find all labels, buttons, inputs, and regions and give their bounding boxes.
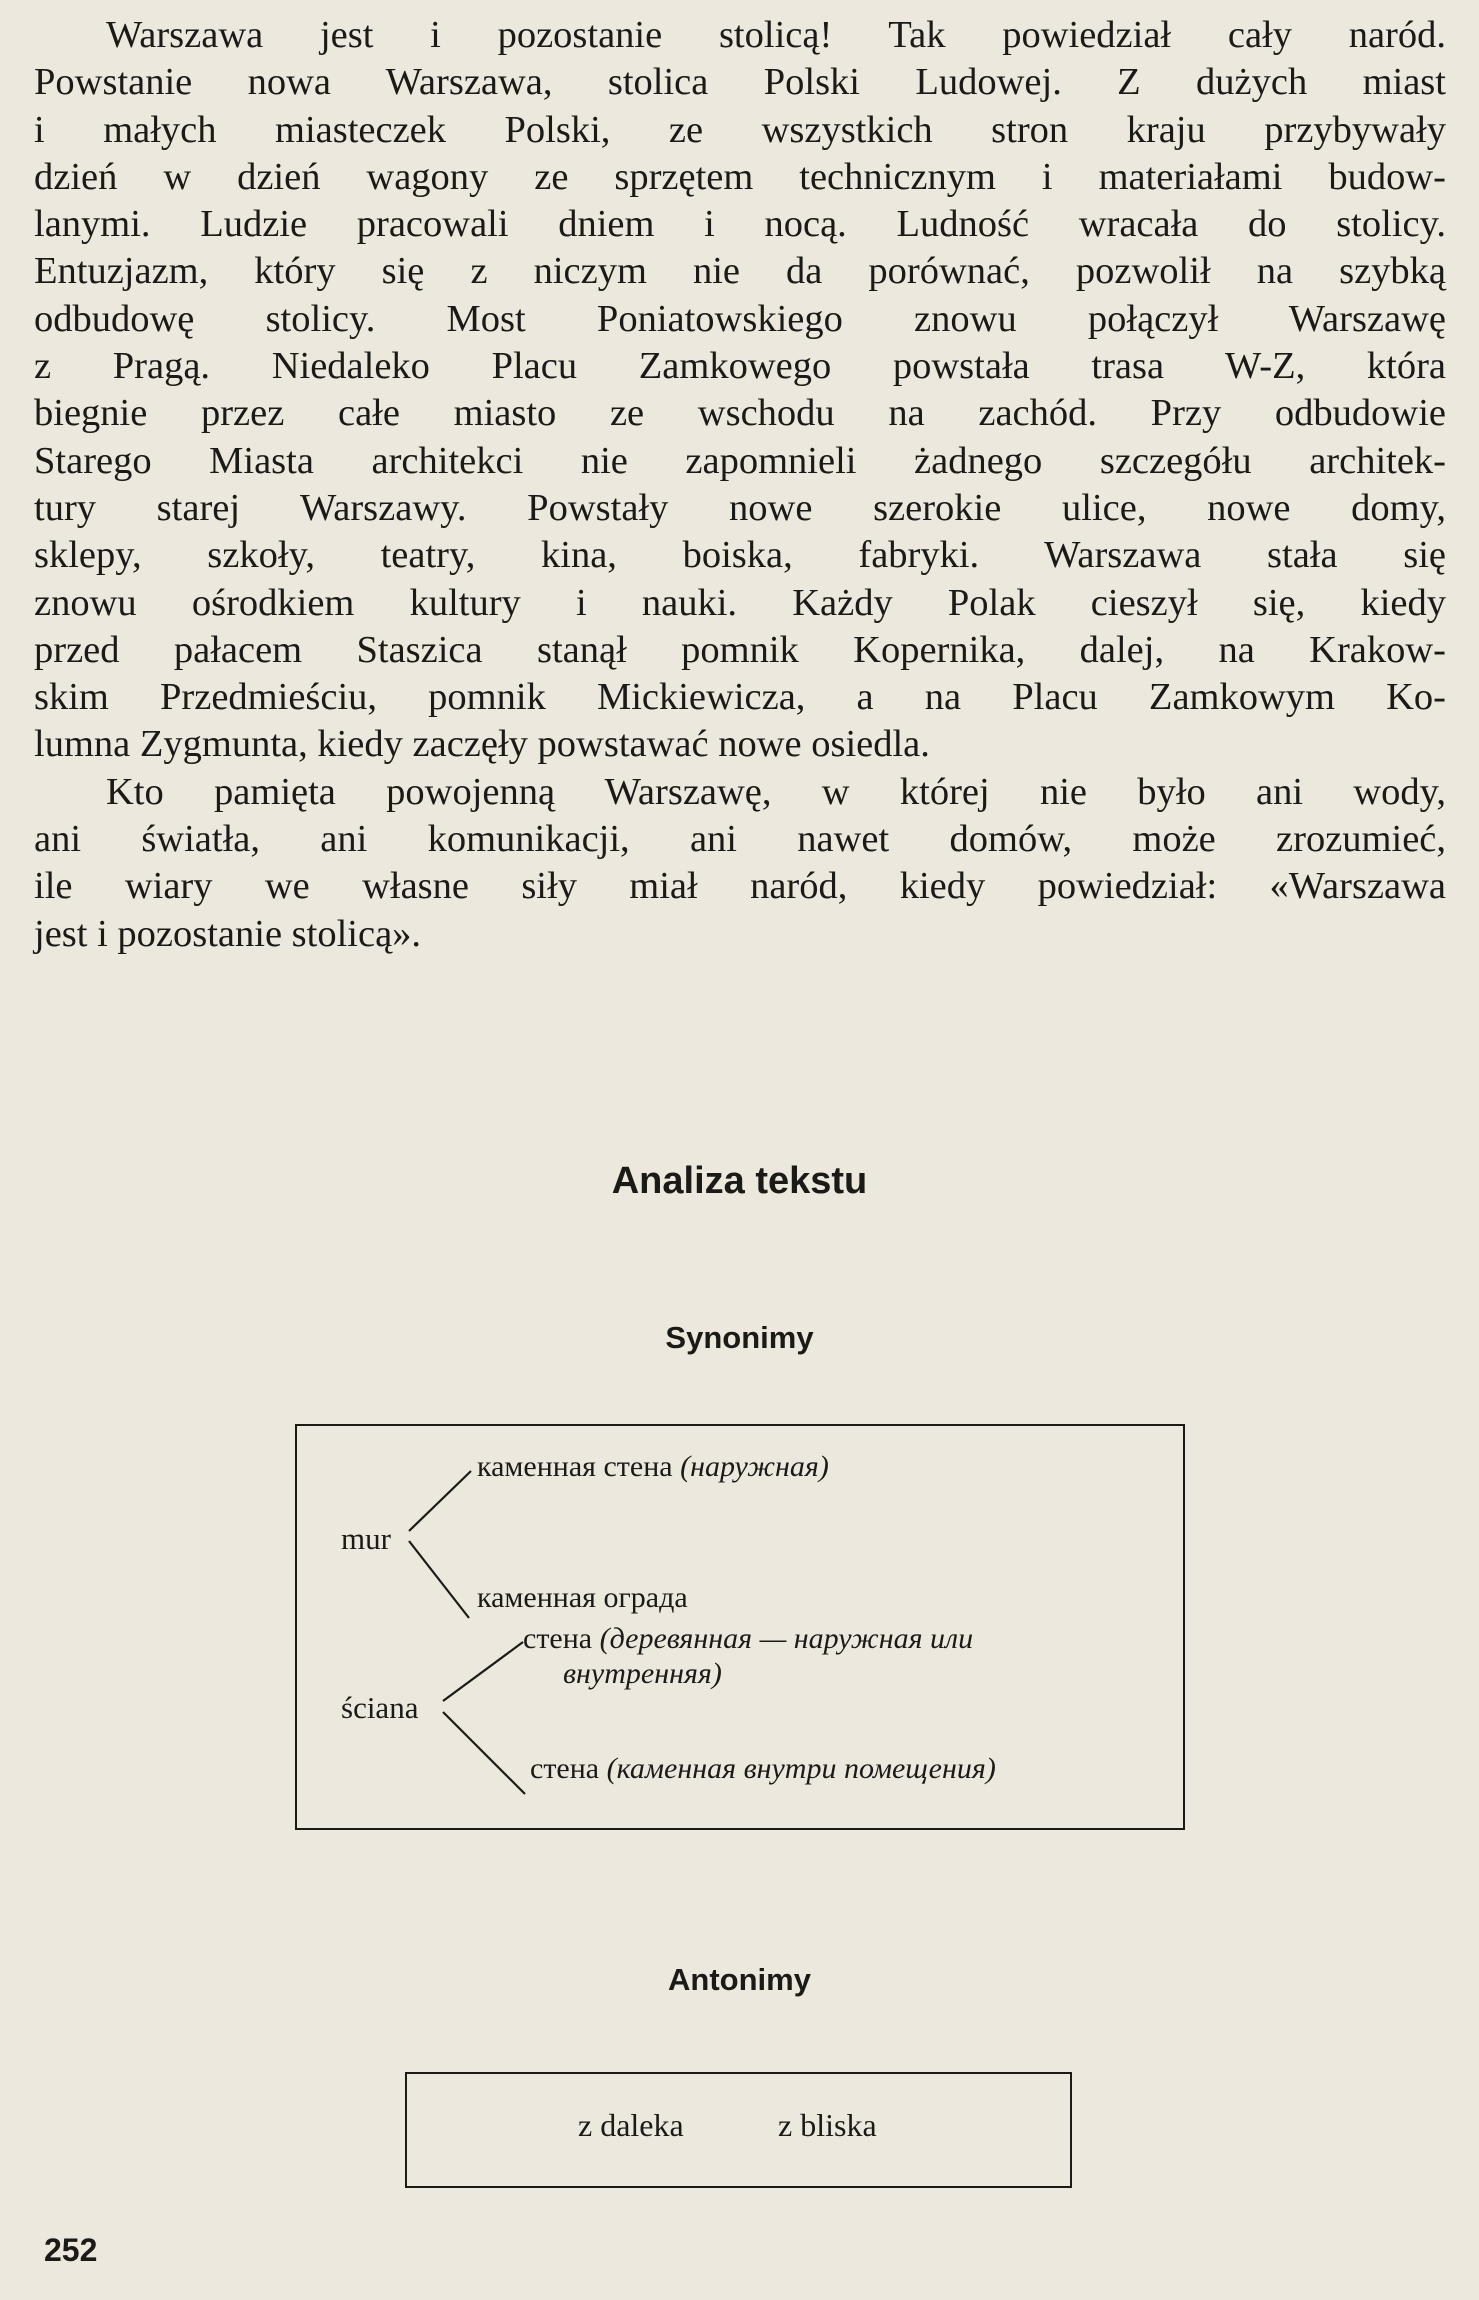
- meaning-text: стена: [523, 1622, 593, 1655]
- synonym-meaning: [477, 1581, 688, 1615]
- main-text: [34, 12, 1446, 958]
- meaning-note: (каменная внутри помещения): [606, 1752, 996, 1785]
- text-line: biegnie przez całe miasto ze wschodu na zachód. Przy odbudowie: [34, 392, 1446, 435]
- subheading-antonimy: Antonimy: [668, 1962, 811, 1997]
- text-line: znowu ośrodkiem kultury i nauki. Każdy Polak cieszył się, kiedy: [34, 581, 1446, 624]
- antonyms-box: [405, 2072, 1072, 2188]
- paragraph-1: [34, 12, 1446, 769]
- section-heading-analiza: Analiza tekstu: [611, 1160, 868, 1202]
- synonyms-box: [295, 1424, 1185, 1830]
- text-line: jest i pozostanie stolicą».: [34, 912, 422, 955]
- text-line: i małych miasteczek Polski, ze wszystkich stron kraju przybywały: [34, 108, 1446, 151]
- text-line: tury starej Warszawy. Powstały nowe szerokie ulice, nowe domy,: [34, 486, 1446, 529]
- antonym-1: z daleka: [578, 2107, 684, 2143]
- meaning-text: каменная стена: [477, 1450, 673, 1483]
- antonym-2: z bliska: [778, 2107, 877, 2143]
- page-number: 252: [44, 2232, 98, 2268]
- text-line: Warszawa jest i pozostanie stolicą! Tak powiedział cały naród.: [106, 14, 1446, 56]
- synonym-meaning: [523, 1622, 973, 1656]
- text-line: ani światła, ani komunikacji, ani nawet domów, może zrozumieć,: [34, 818, 1446, 861]
- text-line: lanymi. Ludzie pracowali dniem i nocą. Ludność wracała do stolicy.: [34, 203, 1446, 246]
- synonym-meaning: [477, 1450, 829, 1484]
- text-line: sklepy, szkoły, teatry, kina, boiska, fabryki. Warszawa stała się: [34, 534, 1446, 577]
- meaning-text: стена: [530, 1752, 600, 1785]
- synonym-word-mur: mur: [341, 1521, 391, 1556]
- text-line: Kto pamięta powojenną Warszawę, w której nie było ani wody,: [106, 770, 1446, 813]
- text-line: dzień w dzień wagony ze sprzętem technicznym i materiałami budow-: [34, 155, 1446, 198]
- synonym-word-sciana: ściana: [341, 1690, 419, 1725]
- text-line: Starego Miasta architekci nie zapomnieli żadnego szczegółu architek-: [34, 439, 1446, 482]
- synonym-meaning-continuation: [563, 1657, 722, 1691]
- meaning-note: (наружная): [680, 1450, 829, 1483]
- text-line: Powstanie nowa Warszawa, stolica Polski Ludowej. Z dużych miast: [34, 61, 1446, 104]
- synonym-meaning: [530, 1752, 996, 1786]
- text-line: Entuzjazm, który się z niczym nie da porównać, pozwolił na szybką: [34, 250, 1446, 293]
- meaning-text: каменная ограда: [477, 1581, 688, 1614]
- text-line: ile wiary we własne siły miał naród, kiedy powiedział: «Warszawa: [34, 865, 1446, 908]
- meaning-note: внутренняя): [563, 1657, 722, 1690]
- text-line: odbudowę stolicy. Most Poniatowskiego znowu połączył Warszawę: [34, 297, 1446, 340]
- text-line: z Pragą. Niedaleko Placu Zamkowego powstała trasa W-Z, która: [34, 345, 1446, 388]
- meaning-note: (деревянная — наружная или: [599, 1622, 974, 1655]
- subheading-synonimy: Synonimy: [665, 1320, 814, 1355]
- text-line: lumna Zygmunta, kiedy zaczęły powstawać nowe osiedla.: [34, 723, 930, 766]
- text-line: przed pałacem Staszica stanął pomnik Kopernika, dalej, na Krakow-: [34, 628, 1446, 671]
- paragraph-2: [34, 769, 1446, 958]
- text-line: skim Przedmieściu, pomnik Mickiewicza, a na Placu Zamkowym Ko-: [34, 676, 1446, 719]
